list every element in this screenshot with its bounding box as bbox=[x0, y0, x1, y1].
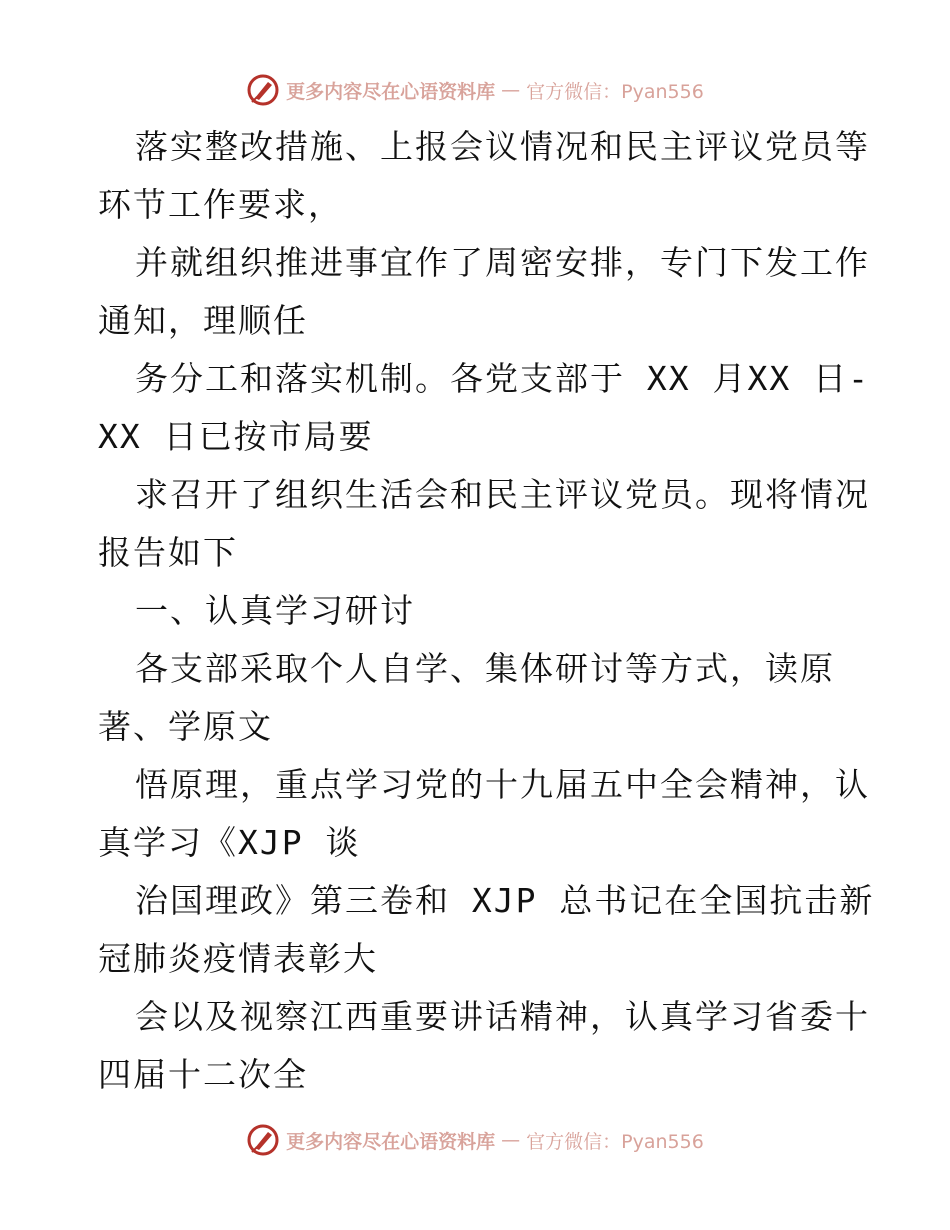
paragraph-line: 报告如下 bbox=[98, 533, 238, 572]
paragraph-line: 悟原理，重点学习党的十九届五中全会精神，认 bbox=[135, 765, 870, 804]
watermark-separator: — bbox=[501, 79, 521, 101]
paragraph-line: 各支部采取个人自学、集体研讨等方式，读原 bbox=[135, 649, 835, 688]
paragraph-line: 务分工和落实机制。各党支部于 XX 月XX 日- bbox=[135, 359, 870, 398]
paragraph-line: 会以及视察江西重要讲话精神，认真学习省委十 bbox=[135, 997, 870, 1036]
paragraph-line: 一、认真学习研讨 bbox=[135, 591, 415, 630]
paragraph-line: 环节工作要求， bbox=[98, 185, 343, 224]
paragraph-line: 并就组织推进事宜作了周密安排，专门下发工作 bbox=[135, 243, 870, 282]
paragraph-line: 四届十二次全 bbox=[98, 1055, 308, 1094]
paragraph-line: 求召开了组织生活会和民主评议党员。现将情况 bbox=[135, 475, 870, 514]
watermark-separator: — bbox=[501, 1129, 521, 1151]
paragraph-line: XX 日已按市局要 bbox=[98, 417, 374, 456]
header-watermark bbox=[0, 70, 950, 110]
watermark-wechat: 官方微信：Pyan556 bbox=[526, 80, 704, 103]
paragraph-line: 真学习《XJP 谈 bbox=[98, 823, 361, 862]
paragraph-line: 通知，理顺任 bbox=[98, 301, 308, 340]
paragraph-line: 治国理政》第三卷和 XJP 总书记在全国抗击新 bbox=[135, 881, 875, 920]
watermark-text: 更多内容尽在心语资料库 bbox=[286, 80, 496, 103]
watermark-text: 更多内容尽在心语资料库 bbox=[286, 1130, 496, 1153]
quill-logo-icon bbox=[246, 73, 280, 107]
quill-logo-icon bbox=[246, 1123, 280, 1157]
paragraph-line: 著、学原文 bbox=[98, 707, 273, 746]
watermark-wechat: 官方微信：Pyan556 bbox=[526, 1130, 704, 1153]
document-body bbox=[98, 118, 875, 1104]
footer-watermark bbox=[0, 1120, 950, 1160]
paragraph-line: 冠肺炎疫情表彰大 bbox=[98, 939, 378, 978]
paragraph-line: 落实整改措施、上报会议情况和民主评议党员等 bbox=[135, 127, 870, 166]
